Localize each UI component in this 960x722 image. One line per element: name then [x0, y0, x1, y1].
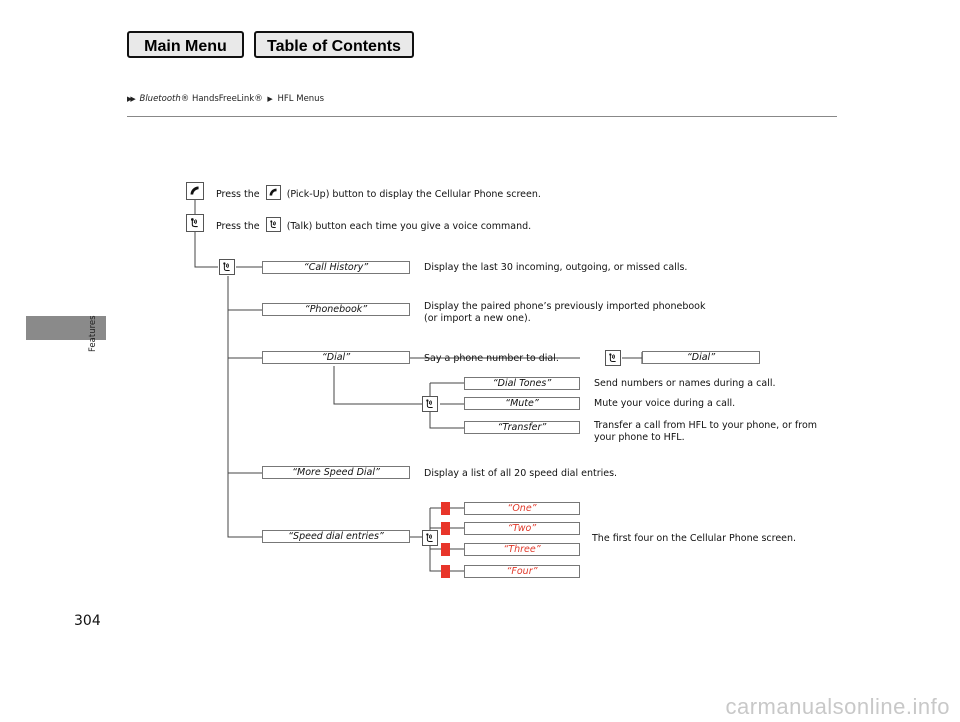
call-history-desc: Display the last 30 incoming, outgoing, or missed calls.	[424, 262, 688, 273]
dial-command: “Dial”	[262, 351, 410, 364]
mute-desc: Mute your voice during a call.	[594, 398, 736, 409]
breadcrumb-arrow-icon: ▶▶	[127, 95, 134, 103]
pickup-inline-icon	[266, 185, 281, 200]
phone-pickup-icon	[186, 182, 204, 200]
speed-dial-four-command: “Four”	[464, 565, 580, 578]
breadcrumb-bluetooth[interactable]: Bluetooth	[139, 94, 181, 104]
speed-dial-one-command: “One”	[464, 502, 580, 515]
transfer-desc-2: your phone to HFL.	[594, 432, 685, 443]
talk-inline-icon	[266, 217, 281, 232]
talk-instruction	[216, 217, 531, 232]
dial-desc: Say a phone number to dial.	[424, 353, 559, 364]
more-speed-dial-command: “More Speed Dial”	[262, 466, 410, 479]
speed-dial-marker	[441, 502, 450, 515]
transfer-command: “Transfer”	[464, 421, 580, 434]
talk-icon	[422, 396, 438, 412]
breadcrumb-hfl-menus: HFL Menus	[277, 94, 324, 104]
transfer-desc-1: Transfer a call from HFL to your phone, or from	[594, 420, 818, 431]
phonebook-desc-1: Display the paired phone’s previously imported phonebook	[424, 301, 706, 312]
phonebook-desc-2: (or import a new one).	[424, 313, 531, 324]
pickup-instruction-pre: Press the	[216, 189, 260, 200]
speed-dial-marker	[441, 565, 450, 578]
dial-tones-desc: Send numbers or names during a call.	[594, 378, 776, 389]
speed-dial-three-command: “Three”	[464, 543, 580, 556]
pickup-instruction	[216, 185, 541, 200]
mute-command: “Mute”	[464, 397, 580, 410]
speed-dial-two-command: “Two”	[464, 522, 580, 535]
dial-sub-command: “Dial”	[642, 351, 760, 364]
breadcrumb-reg-mark-2: ®	[254, 94, 263, 104]
speed-dial-marker	[441, 522, 450, 535]
talk-instruction-pre: Press the	[216, 221, 260, 232]
talk-icon	[422, 530, 438, 546]
table-of-contents-button[interactable]: Table of Contents	[254, 31, 414, 58]
breadcrumb-reg-mark: ®	[180, 94, 190, 104]
breadcrumb-handsfreelink[interactable]: HandsFreeLink	[189, 94, 255, 104]
talk-instruction-post: (Talk) button each time you give a voice command.	[286, 221, 532, 232]
speed-dial-marker	[441, 543, 450, 556]
speed-dial-entries-desc: The first four on the Cellular Phone screen.	[592, 533, 797, 544]
talk-icon	[219, 259, 235, 275]
watermark: carmanualsonline.info	[725, 694, 950, 719]
phonebook-command: “Phonebook”	[262, 303, 410, 316]
page-number: 304	[74, 613, 101, 629]
main-menu-button[interactable]: Main Menu	[127, 31, 244, 58]
breadcrumb-separator-icon: ▶	[267, 95, 273, 103]
pickup-instruction-post: (Pick-Up) button to display the Cellular Phone screen.	[286, 189, 541, 200]
talk-icon	[186, 214, 204, 232]
more-speed-dial-desc: Display a list of all 20 speed dial entries.	[424, 468, 618, 479]
call-history-command: “Call History”	[262, 261, 410, 274]
talk-icon	[605, 350, 621, 366]
section-label: Features	[88, 315, 98, 352]
speed-dial-entries-command: “Speed dial entries”	[262, 530, 410, 543]
dial-tones-command: “Dial Tones”	[464, 377, 580, 390]
